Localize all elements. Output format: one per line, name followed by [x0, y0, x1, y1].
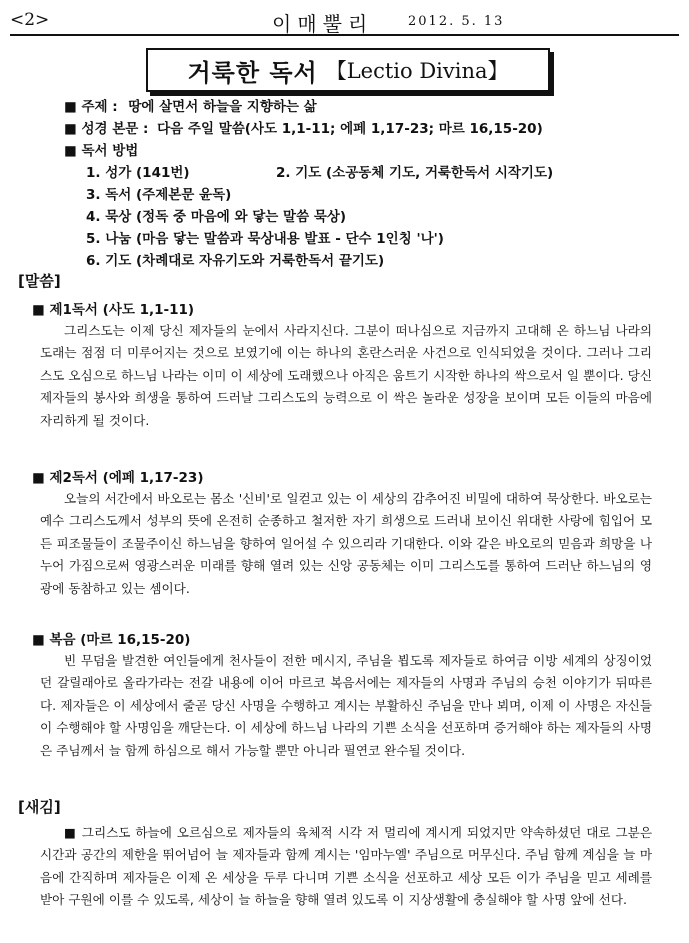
scripture-row [64, 118, 664, 140]
second-reading-heading: ■ 제2독서 (에페 1,17-23) [32, 470, 204, 486]
issue-date: 2012. 5. 13 [408, 14, 505, 29]
title-korean: 거룩한 독서 [187, 58, 318, 87]
reflection-text: ■ 그리스도 하늘에 오르심으로 제자들의 육체적 시각 저 멀리에 계시게 되었지만 약속하셨던 대로 그분은 시간과 공간의 제한을 뛰어넘어 늘 제자들과 함께 계시는 '임마누엘' 주님으로 머무신다. 주님 함께 계심을 늘 마음에 간직하며 제자들은 이제 온 세상을 두루 다니며 기쁜 소식을 선포하고 세상 모든 이가 주님을 믿고 세례를 받아 구원에 이를 수 있도록, 세상이 늘 하늘을 향해 열려 있도록 이 지상생활에 충실해야 할 사명 앞에 선다. [40, 825, 652, 908]
gospel-heading: ■ 복음 (마르 16,15-20) [32, 632, 191, 648]
method-label: ■ 독서 방법 [64, 143, 139, 159]
scripture-value: 다음 주일 말씀(사도 1,1-11; 에페 1,17-23; 마르 16,15-20) [157, 121, 543, 137]
method-step: 1. 성가 (141번) [86, 165, 190, 181]
method-step: 3. 독서 (주제본문 윤독) [86, 187, 232, 203]
newsletter-name: 이매뿔리 [272, 12, 374, 36]
theme-label: ■ 주제 : [64, 99, 118, 115]
method-step: 5. 나눔 (마음 닿는 말씀과 묵상내용 발표 - 단수 1인칭 '나') [86, 231, 444, 247]
page-header [10, 6, 679, 36]
title-latin: 【Lectio Divina】 [325, 59, 509, 83]
title-box [146, 48, 550, 92]
method-step: 4. 묵상 (정독 중 마음에 와 닿는 말씀 묵상) [86, 209, 347, 225]
method-step-row [86, 162, 664, 184]
first-reading-heading: ■ 제1독서 (사도 1,1-11) [32, 302, 195, 318]
theme-value: 땅에 살면서 하늘을 지향하는 삶 [128, 99, 317, 115]
method-step: 6. 기도 (차례대로 자유기도와 거룩한독서 끝기도) [86, 253, 385, 269]
scripture-label: ■ 성경 본문 : [64, 121, 149, 137]
method-step: 2. 기도 (소공동체 기도, 거룩한독서 시작기도) [276, 165, 554, 181]
second-reading-text: 오늘의 서간에서 바오로는 몸소 '신비'로 일컫고 있는 이 세상의 감추어진 비밀에 대하여 묵상한다. 바오로는 예수 그리스도께서 성부의 뜻에 온전히 순종하고 철저한 자기 희생으로 드러내 보이신 위대한 사랑에 힘입어 모든 피조물들이 조물주이신 하느님을 향하여 일어설 수 있으리라 기대한다. 이와 같은 바오로의 믿음과 희망을 나누어 가짐으로써 영광스러운 미래를 향해 열려 있는 신앙 공동체는 이미 그리스도를 통하여 드러난 하느님의 영광에 동참하고 있는 셈이다. [40, 491, 652, 596]
theme-row [64, 96, 664, 118]
first-reading-text: 그리스도는 이제 당신 제자들의 눈에서 사라지신다. 그분이 떠나심으로 지금까지 고대해 온 하느님 나라의 도래는 점점 더 미루어지는 것으로 보였기에 이는 하나의 혼란스러운 사건으로 인식되었을 것이다. 그러나 그리스도 오심으로 하느님 나라는 이미 이 세상에 도래했으나 아직은 움트기 시작한 하나의 싹으로서 일 뿐이다. 당신 제자들의 봉사와 희생을 통하여 드러날 그리스도의 능력으로 이 싹은 놀라운 성장을 보이며 모든 이들의 마음에 자리하게 될 것이다. [40, 323, 652, 428]
intro-block [64, 96, 664, 272]
reflection-section-heading: [새김] [18, 798, 61, 816]
page-number: <2> [10, 10, 50, 30]
word-section-heading: [말씀] [18, 272, 61, 290]
gospel-text: 빈 무덤을 발견한 여인들에게 천사들이 전한 메시지, 주님을 뵙도록 제자들로 하여금 이방 세계의 상징이었던 갈릴래아로 올라가라는 전갈 내용에 이어 마르코 복음서에는 제자들의 사명과 주님의 승천 이야기가 뒤따른다. 제자들은 이 세상에서 줄곧 당신 사명을 수행하고 계시는 부활하신 주님을 만나 뵈며, 이제 이 사명은 자신들이 수행해야 할 사명임을 깨닫는다. 이 세상에 하느님 나라의 기쁜 소식을 선포하며 증거해야 하는 제자들의 사명은 주님께서 늘 함께 하심으로 해서 가능할 뿐만 아니라 필연코 완수될 것이다. [40, 653, 652, 758]
method-steps [86, 162, 664, 272]
method-label-row [64, 140, 664, 162]
